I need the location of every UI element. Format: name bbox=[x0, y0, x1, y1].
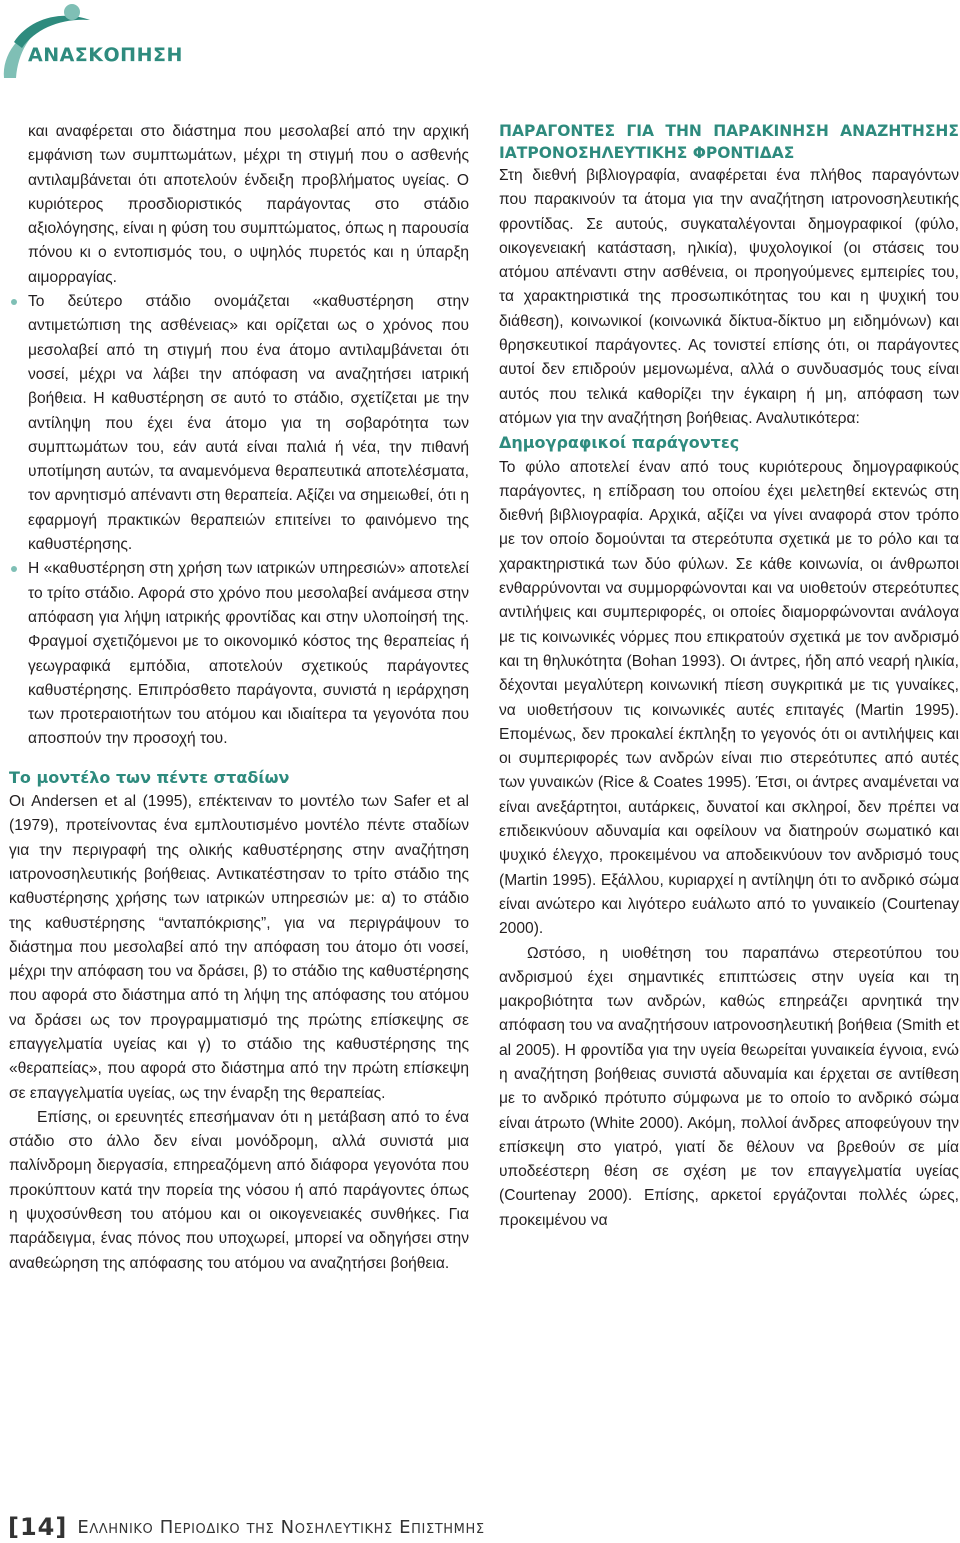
bullet-item: Η «καθυστέρηση στη χρήση των ιατρικών υπηρεσιών» αποτελεί το τρίτο στάδιο. Αφορά στο χρόνο που μεσολαβεί ανάμεσα στην απόφαση για λήψη ιατρικής φροντίδας και στην υλοποίησή της. Φραγμοί σχετιζόμενοι με το οικονομικό κόστος της θεραπείας ή γεωγραφικά εμπόδια, αποτελούν σχετικούς παράγοντες καθυστέρησης. Επιπρόσθετο παράγοντα, συνιστά η ιεράρχηση των προτεραιοτήτων του ατόμου και ιδιαίτερα τα γεγονότα που αποσπούν την προσοχή του. bbox=[9, 557, 469, 751]
paragraph: Οι Andersen et al (1995), επέκτειναν το μοντέλο των Safer et al (1979), προτείνοντας ένα εμπλουτισμένο μοντέλο πέντε σταδίων για την περιγραφή της ολικής καθυστέρησης στην αναζήτηση ιατρονοσηλευτικής βοήθειας. Αντικατέστησαν το τρίτο στάδιο της καθυστέρησης χρήσης των ιατρικών υπηρεσιών με: α) το στάδιο της καθυστέρησης “ανταπόκρισης”, για να περιγράψουν το διάστημα που μεσολαβεί από την απόφαση του άτομο ότι νοσεί, μέχρι την απόφαση του να δράσει, β) το στάδιο της καθυστέρησης που αφορά στο διάστημα από τη λήψη της απόφασης του ατόμου να δράσει ως τον προγραμματισμό της πρώτης επίσκεψης σε επαγγελματία υγείας και γ) το στάδιο της καθυστέρησης της «θεραπείας», που αφορά στο διάστημα από την πρώτη επίσκεψη σε επαγγελματία υγείας, ως την έναρξη της θεραπείας. bbox=[9, 793, 469, 1102]
paragraph: Επίσης, οι ερευνητές επεσήμαναν ότι η μετάβαση από το ένα στάδιο στο άλλο δεν είναι μονόδρομη, αλλά συνιστά μια παλίνδρομη διεργασία, επηρεαζόμενη από διάφορα γεγονότα που προκύπτουν κατά την πορεία της νόσου ή από παράγοντες όπως η ψυχοσύνθεση του ατόμου και οι οικογενειακές συνθήκες. Για παράδειγμα, ένας πόνος που υποχωρεί, μπορεί να οδηγήσει στην αναθεώρηση της απόφασης του ατόμου να αναζητήσει βοήθεια. bbox=[9, 1108, 469, 1272]
left-column bbox=[9, 120, 469, 1276]
section-heading: Το μοντέλο των πέντε σταδίων bbox=[9, 767, 290, 787]
section-label: ΑΝΑΣΚΟΠΗΣΗ bbox=[28, 44, 183, 66]
paragraph: και αναφέρεται στο διάστημα που μεσολαβεί από την αρχική εμφάνιση των συμπτωμάτων, μέχρι τη στιγμή που ο ασθενής αντιλαμβάνεται ότι αποτελούν ένδειξη προβλήματος υγείας. Ο κυριότερος προσδιοριστικός παράγοντας στο στάδιο αξιολόγησης, είναι η φύση του συμπτώματος, όπως η παρουσία πόνου κι ο εντοπισμός του, ο υψηλός πυρετός και η ύπαρξη αιμορραγίας. bbox=[28, 123, 469, 286]
paragraph: Ωστόσο, η υιοθέτηση του παραπάνω στερεοτύπου του ανδρισμού έχει σημαντικές επιπτώσεις στην υγεία και τη μακροβιότητα των ανδρών, καθώς επηρεάζει αρνητικά την απόφαση του να αναζητήσουν ιατρονοσηλευτική βοήθεια (Smith et al 2005). Η φροντίδα για την υγεία θεωρείται γυναικεία έγνοια, ενώ η αναζήτηση βοήθειας συνιστά αδυναμία και έρχεται σε αντίθεση με το ανδρικό πρότυπο σύμφωνα με το οποίο το ανδρικό σώμα είναι άτρωτο (White 2000). Ακόμη, πολλοί άνδρες αποφεύγουν την επίσκεψη στο γιατρό, γιατί δε θέλουν να βρεθούν σε μία υποδεέστερη θέση σε σχέση με τον επαγγελματία υγείας (Courtenay 2000). Επίσης, αρκετοί εργάζονται πολλές ώρες, προκειμένου να bbox=[499, 944, 959, 1229]
right-column bbox=[499, 120, 959, 1233]
paragraph: Στη διεθνή βιβλιογραφία, αναφέρεται ένα πλήθος παραγόντων που παρακινούν τα άτομα για την αναζήτηση ιατρονοσηλευτικής φροντίδας. Σε αυτούς, συγκαταλέγονται δημογραφικοί (φύλο, οικογενειακή κατάσταση, ηλικία), ψυχολογικοί (οι στάσεις του ατόμου απέναντι στην ασθένεια, οι προηγούμενες εμπειρίες του, τα χαρακτηριστικά της προσωπικότητας του και η ψυχική του διάθεση), κοινωνικοί (κοινωνικά δίκτυα-δίκτυο μη ειδημόνων) και θρησκευτικοί παράγοντες. Ας τονιστεί επίσης ότι, οι παράγοντες αυτοί δεν επιδρούν μεμονωμένα, αλλά ο συνδυασμός τους είναι αυτός που τελικά καθορίζει την έγκαιρη ή μη, απόφαση των ατόμων για την αναζήτηση βοήθειας. Αναλυτικότερα: bbox=[499, 167, 959, 427]
page-footer bbox=[8, 1513, 485, 1541]
paragraph: Το φύλο αποτελεί έναν από τους κυριότερους δημογραφικούς παράγοντες, η επίδραση του οποίου έχει μελετηθεί εκτενώς στη διεθνή βιβλιογραφία. Αρχικά, αξίζει να γίνει αναφορά στον τρόπο με τον οποίο δομούνται τα στερεότυπα σχετικά με το ρόλο και τα χαρακτηριστικά των δύο φύλων. Σε κάθε κοινωνία, οι άνθρωποι ενθαρρύνονται να συμμορφώνονται και να υιοθετούν στερεότυπες αντιλήψεις και συμπεριφορές, οι οποίες διαμορφώνονται ανάλογα με τις κοινωνικές νόρμες που επικρατούν σχετικά με τον ανδρισμό και τη θηλυκότητα (Bohan 1993). Οι άντρες, ήδη από νεαρή ηλικία, δέχονται μεγαλύτερη κοινωνική πίεση συγκριτικά με τις γυναίκες, να υιοθετήσουν τις κοινωνικές αυτές επιταγές (Martin 1995). Επομένως, δεν προκαλεί έκπληξη το γεγονός ότι οι αντιλήψεις και οι συμπεριφορές των ανδρών είναι πιο στερεότυπες από αυτές των γυναικών (Rice & Coates 1995). Έτσι, οι άντρες αναμένεται να είναι ανεξάρτητοι, αυτάρκεις, δυνατοί και σκληροί, δεν πρέπει να επιδεικνύουν αδυναμία και οφείλουν να διατηρούν σωματικό και ψυχικό έλεγχο, προκειμένου να αποδεικνύουν τον ανδρισμό τους (Martin 1995). Εξάλλου, κυριαρχεί η αντίληψη ότι το ανδρικό σώμα είναι ανώτερο και λιγότερο ευάλωτο από το γυναικείο (Courtenay 2000). bbox=[499, 458, 959, 938]
subsection-heading: Δημογραφικοί παράγοντες bbox=[499, 433, 740, 453]
journal-title: Ελληνικο Περιοδικο της Νοσηλευτικης Επιστημης bbox=[77, 1516, 485, 1538]
section-heading: ΠΑΡΑΓΟΝΤΕΣ ΓΙΑ ΤΗΝ ΠΑΡΑΚΙΝΗΣΗ ΑΝΑΖΗΤΗΣΗΣ ΙΑΤΡΟΝΟΣΗΛΕΥΤΙΚΗΣ ΦΡΟΝΤΙΔΑΣ bbox=[499, 122, 959, 162]
swoosh-logo-icon bbox=[0, 0, 110, 80]
page-number: [14] bbox=[8, 1513, 68, 1541]
bullet-item: Το δεύτερο στάδιο ονομάζεται «καθυστέρηση στην αντιμετώπιση της ασθένειας» και ορίζεται ως ο χρόνος που μεσολαβεί από τη στιγμή που ένα άτομο αντιλαμβάνεται ότι νοσεί, μέχρι να λάβει την απόφαση να αναζητήσει ιατρική βοήθεια. Η καθυστέρηση σε αυτό το στάδιο, σχετίζεται με την αντίληψη που έχει ένα άτομο για τη σοβαρότητα των συμπτωμάτων του, εάν αυτά είναι παλιά ή νέα, την πιθανή υποτίμηση αυτών, τα αναμενόμενα θεραπευτικά αποτελέσματα, τον αρνητισμό απέναντι στη θεραπεία. Αξίζει να σημειωθεί, ότι η εφαρμογή πρακτικών θεραπειών επιτείνει το φαινόμενο της καθυστέρησης. bbox=[9, 290, 469, 557]
